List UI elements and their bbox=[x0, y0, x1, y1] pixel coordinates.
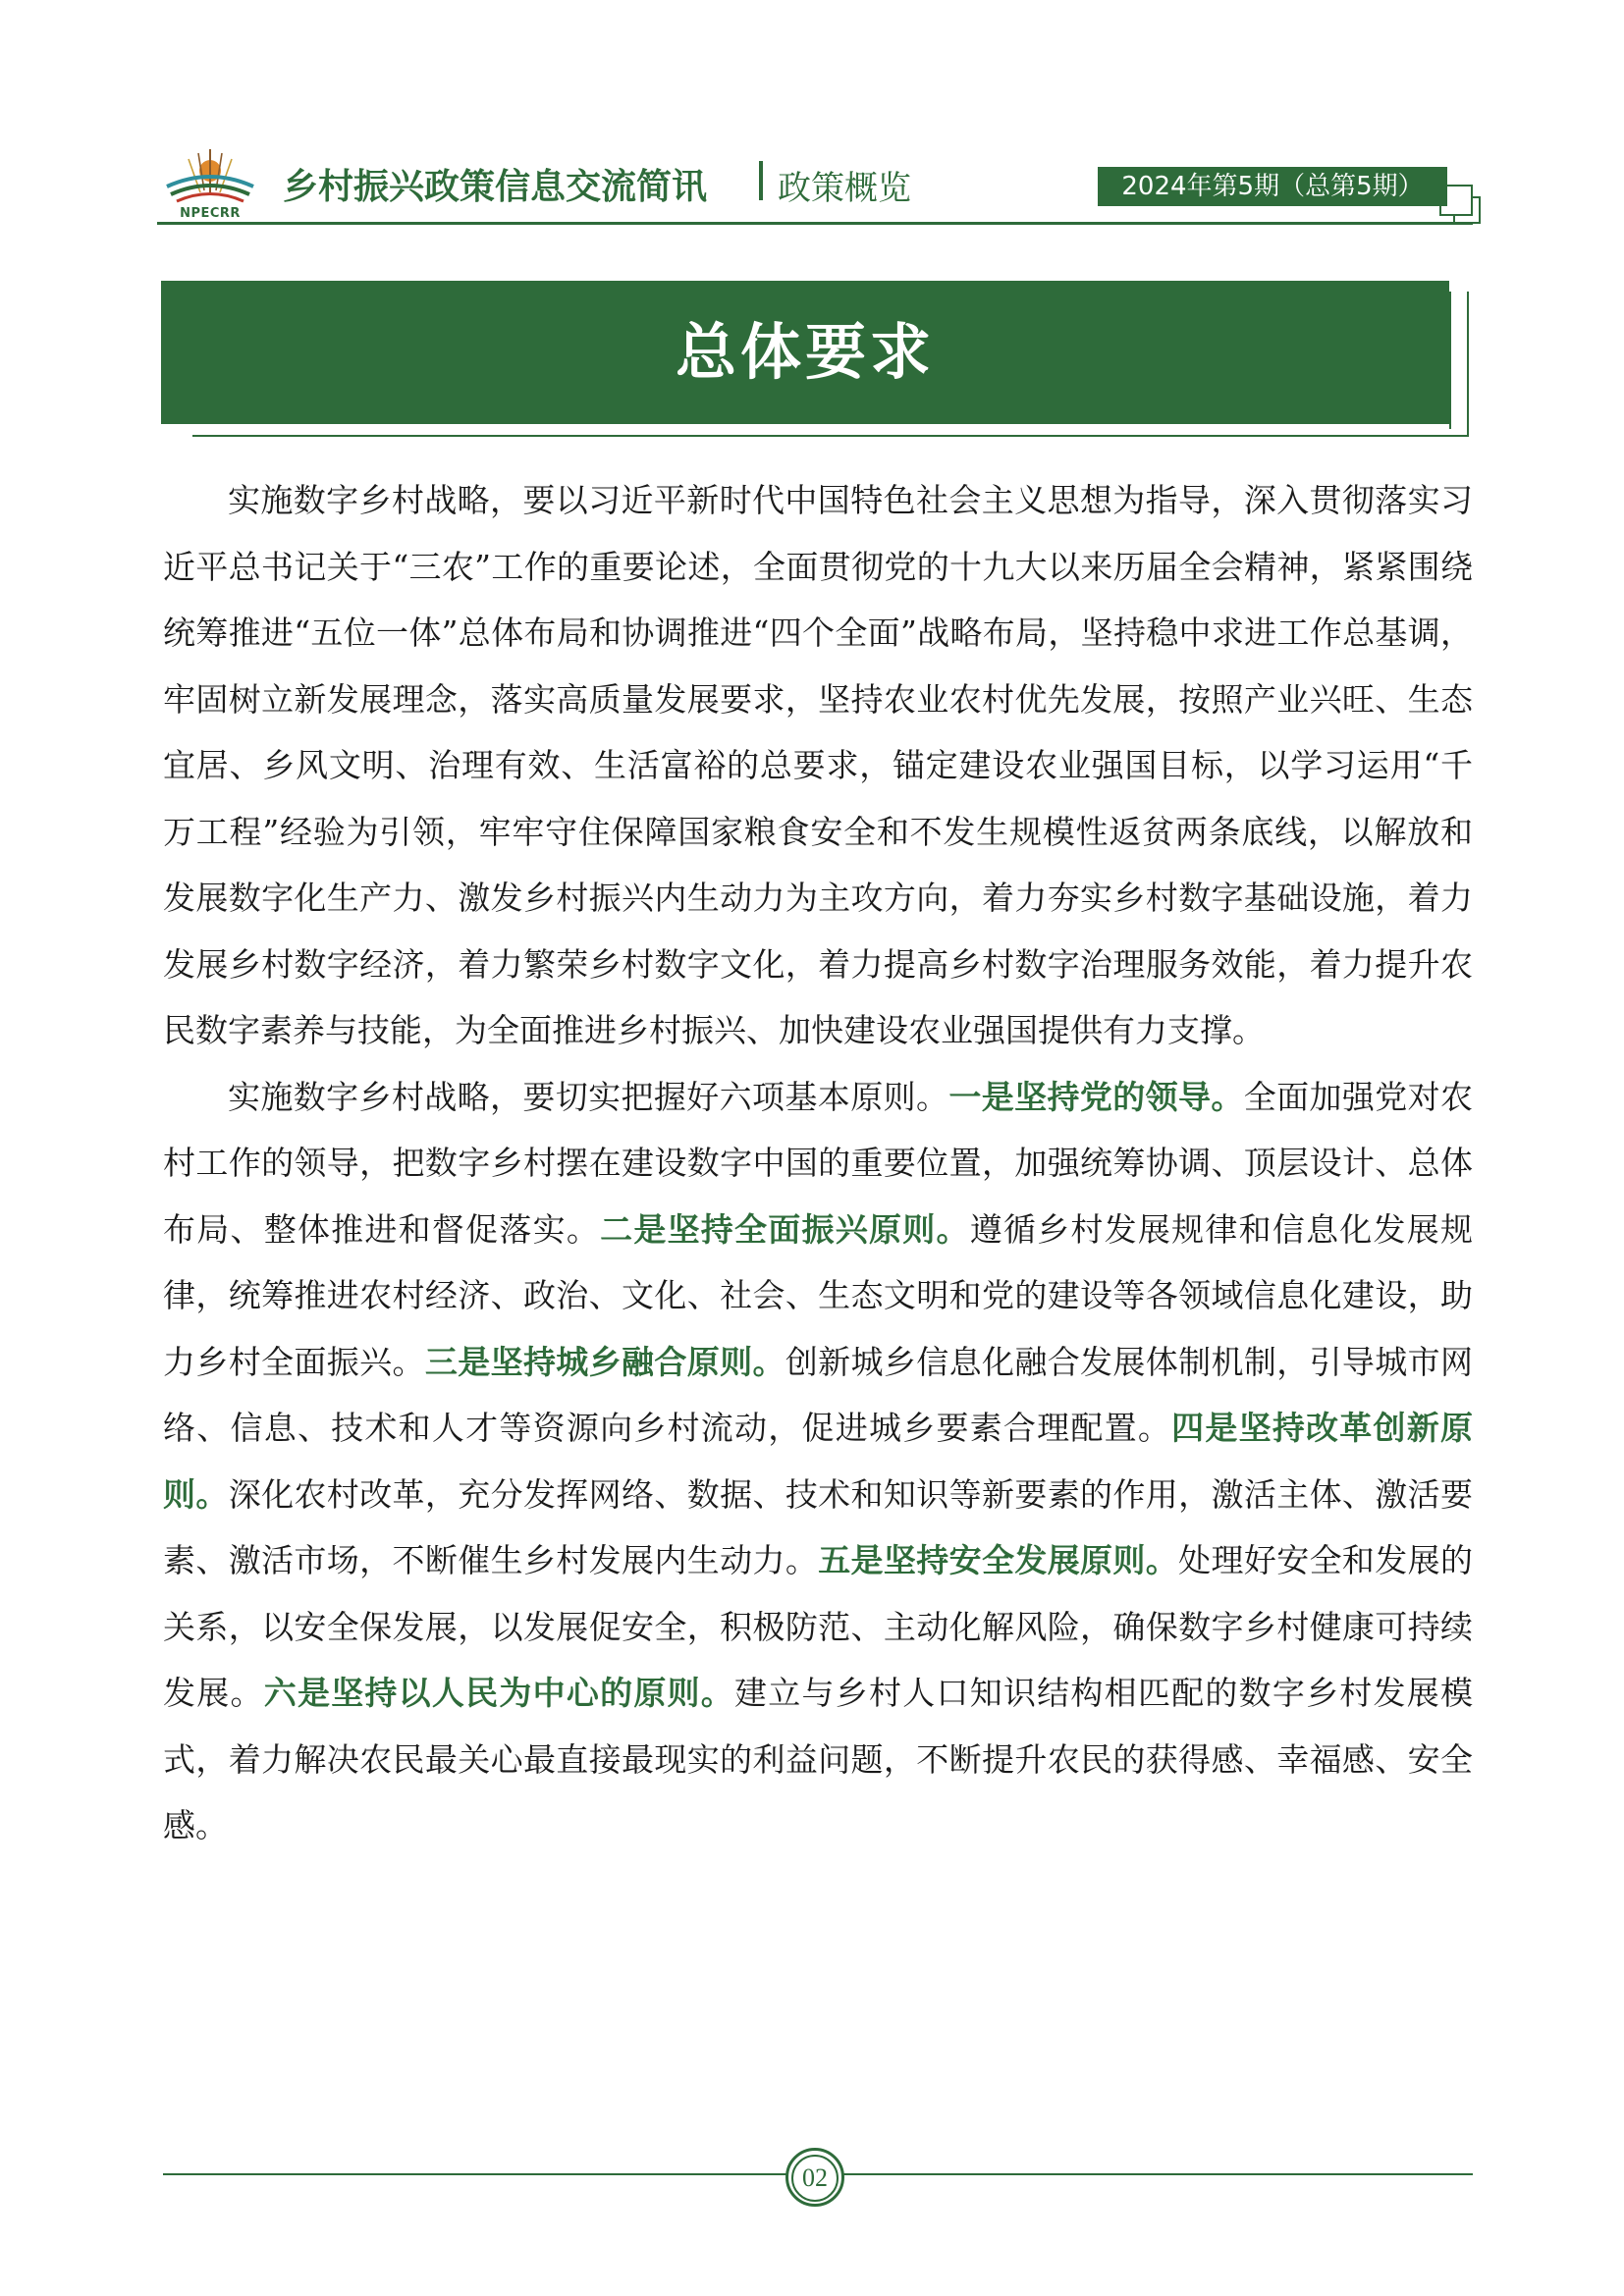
paragraph-principles bbox=[163, 1064, 1473, 1859]
title-separator bbox=[759, 161, 763, 200]
page-number: 02 bbox=[791, 2155, 839, 2202]
footer-divider-right bbox=[842, 2173, 1473, 2175]
footer-divider-left bbox=[163, 2173, 791, 2175]
publication-title: 乡村振兴政策信息交流简讯 bbox=[283, 167, 708, 207]
principles-intro: 实施数字乡村战略，要切实把握好六项基本原则。 bbox=[228, 1077, 949, 1116]
principle-1-text: 全面加强党对农村工作的领导，把数字乡村摆在建设数字中国的重要位置，加强统筹协调、顶层设计、总体布局、整体推进和督促落实。 bbox=[163, 1077, 1474, 1249]
principle-4-title: 四是坚持改革创新原则。 bbox=[163, 1409, 1474, 1514]
principle-6-text: 建立与乡村人口知识结构相匹配的数字乡村发展模式，着力解决农民最关心最直接最现实的利益问题，不断提升农民的获得感、幸福感、安全感。 bbox=[163, 1674, 1474, 1844]
principle-4-text: 深化农村改革，充分发挥网络、数据、技术和知识等新要素的作用，激活主体、激活要素、激活市场，不断催生乡村发展内生动力。 bbox=[163, 1474, 1474, 1579]
principle-6-title: 六是坚持以人民为中心的原则。 bbox=[263, 1674, 735, 1712]
principle-1-title: 一是坚持党的领导。 bbox=[948, 1077, 1244, 1116]
paragraph-overview: 实施数字乡村战略，要以习近平新时代中国特色社会主义思想为指导，深入贯彻落实习近平总书记关于“三农”工作的重要论述，全面贯彻党的十九大以来历届全会精神，紧紧围绕统筹推进“五位一体”总体布局和协调推进“四个全面”战略布局，坚持稳中求进工作总基调，牢固树立新发展理念，落实高质量发展要求，坚持农业农村优先发展，按照产业兴旺、生态宜居、乡风文明、治理有效、生活富裕的总要求，锚定建设农业强国目标，以学习运用“千万工程”经验为引领，牢牢守住保障国家粮食安全和不发生规模性返贫两条底线，以解放和发展数字化生产力、激发乡村振兴内生动力为主攻方向，着力夯实乡村数字基础设施，着力发展乡村数字经济，着力繁荣乡村数字文化，着力提高乡村数字治理服务效能，着力提升农民数字素养与技能，为全面推进乡村振兴、加快建设农业强国提供有力支撑。 bbox=[163, 481, 1473, 1049]
banner-frame bbox=[1449, 292, 1469, 429]
principle-3-text: 创新城乡信息化融合发展体制机制，引导城市网络、信息、技术和人才等资源向乡村流动，促进城乡要素合理配置。 bbox=[163, 1342, 1474, 1447]
page-header bbox=[157, 137, 1473, 226]
principle-3-title: 三是坚持城乡融合原则。 bbox=[424, 1342, 785, 1381]
section-banner-title: 总体要求 bbox=[161, 281, 1449, 424]
wheat-logo-icon bbox=[161, 143, 259, 204]
principle-5-title: 五是坚持安全发展原则。 bbox=[818, 1541, 1179, 1579]
npecrr-logo bbox=[161, 143, 259, 222]
section-label: 政策概览 bbox=[778, 169, 911, 208]
header-divider bbox=[157, 222, 1473, 225]
principle-5-text: 处理好安全和发展的关系，以安全保发展，以发展促安全，积极防范、主动化解风险，确保数字乡村健康可持续发展。 bbox=[163, 1541, 1474, 1712]
principle-2-title: 二是坚持全面振兴原则。 bbox=[600, 1209, 970, 1249]
logo-text: NPECRR bbox=[180, 206, 241, 221]
article-body bbox=[163, 467, 1473, 1859]
issue-badge: 2024年第5期（总第5期） bbox=[1098, 167, 1447, 206]
principle-2-text: 遵循乡村发展规律和信息化发展规律，统筹推进农村经济、政治、文化、社会、生态文明和党的建设等各领域信息化建设，助力乡村全面振兴。 bbox=[163, 1209, 1474, 1381]
